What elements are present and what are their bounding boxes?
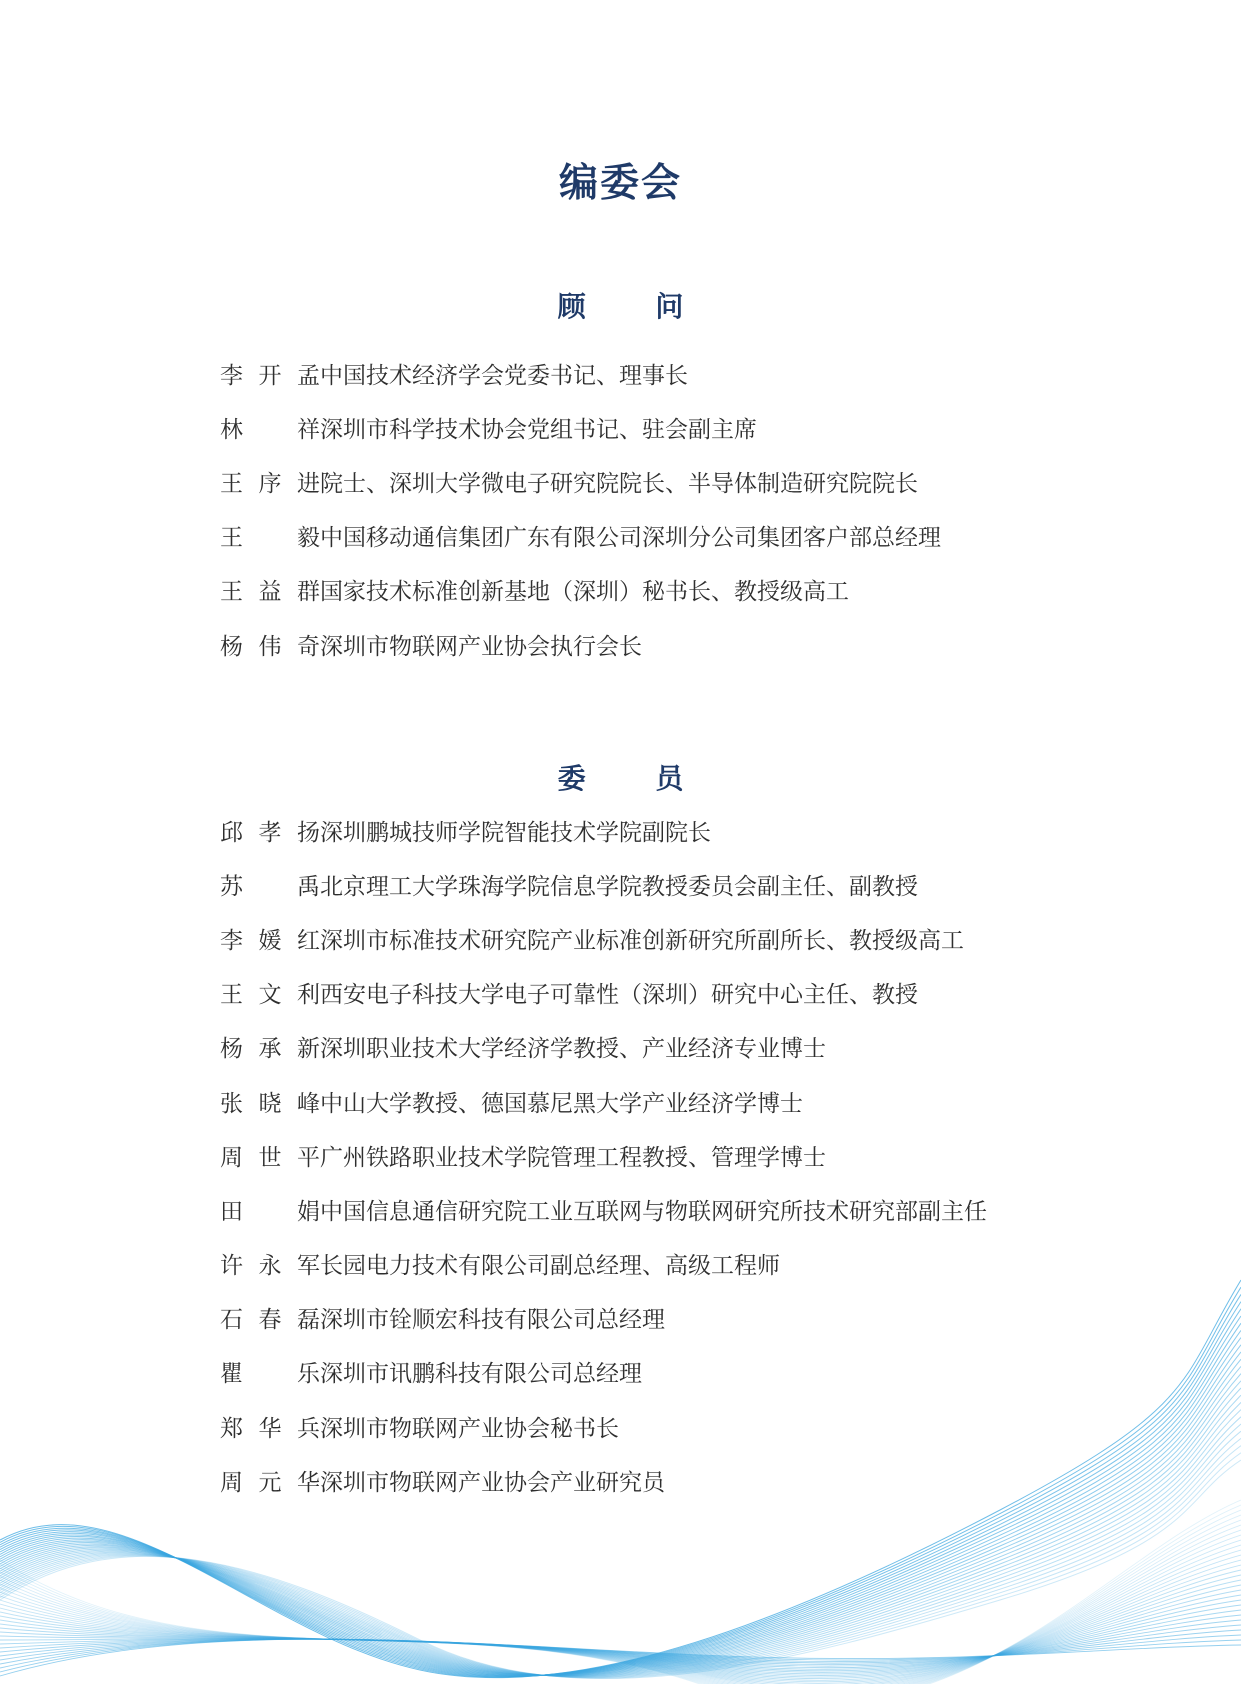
- committee-list: [220, 803, 1120, 1507]
- member-name: 李开孟: [220, 362, 320, 389]
- wave-line: [0, 1565, 1241, 1683]
- wave-line: [0, 1615, 1241, 1668]
- wave-line: [0, 1605, 1241, 1671]
- member-row: [220, 1291, 1120, 1345]
- member-title: 北京理工大学珠海学院信息学院教授委员会副主任、副教授: [320, 873, 918, 900]
- member-row: [220, 1237, 1120, 1291]
- member-row: [220, 400, 1120, 454]
- wave-line: [0, 1535, 1241, 1684]
- member-title: 深圳市标准技术研究院产业标准创新研究所副所长、教授级高工: [320, 927, 964, 954]
- member-name: 石春磊: [220, 1307, 320, 1334]
- member-row: [220, 803, 1120, 857]
- advisors-list: [220, 346, 1120, 671]
- member-title: 中山大学教授、德国慕尼黑大学产业经济学博士: [320, 1090, 803, 1117]
- member-title: 中国移动通信集团广东有限公司深圳分公司集团客户部总经理: [320, 525, 941, 552]
- wave-line: [0, 1520, 1241, 1684]
- wave-line: [0, 1630, 1241, 1664]
- member-row: [220, 617, 1120, 671]
- advisors-heading: 顾 问: [557, 290, 714, 323]
- member-row: [220, 1345, 1120, 1399]
- wave-line: [0, 1595, 1241, 1674]
- member-title: 广州铁路职业技术学院管理工程教授、管理学博士: [320, 1144, 826, 1171]
- member-name: 许永军: [220, 1253, 320, 1280]
- wave-line: [0, 1590, 1241, 1676]
- member-row: [220, 1182, 1120, 1236]
- member-title: 深圳鹏城技师学院智能技术学院副院长: [320, 819, 711, 846]
- wave-line: [0, 1545, 1241, 1684]
- member-row: [220, 1399, 1120, 1453]
- wave-line: [0, 1620, 1241, 1666]
- member-title: 深圳市物联网产业协会产业研究员: [320, 1469, 665, 1496]
- wave-line: [0, 1610, 1241, 1669]
- wave-line: [0, 1505, 1241, 1684]
- wave-line: [0, 1575, 1241, 1680]
- wave-line: [0, 1639, 1241, 1676]
- member-name: 王文利: [220, 982, 320, 1009]
- member-title: 中国信息通信研究院工业互联网与物联网研究所技术研究部副主任: [320, 1198, 987, 1225]
- member-name: 田 娟: [220, 1198, 320, 1225]
- member-title: 深圳市物联网产业协会秘书长: [320, 1415, 619, 1442]
- wave-line: [0, 1510, 1241, 1684]
- member-row: [220, 1074, 1120, 1128]
- wave-line: [0, 1585, 1241, 1677]
- wave-line: [0, 1635, 1241, 1668]
- member-title: 西安电子科技大学电子可靠性（深圳）研究中心主任、教授: [320, 982, 918, 1009]
- wave-line: [0, 1515, 1241, 1684]
- wave-line: [0, 1530, 1241, 1684]
- wave-line: [0, 1639, 1241, 1672]
- wave-line: [0, 1540, 1241, 1684]
- member-name: 李媛红: [220, 927, 320, 954]
- wave-line: [0, 1550, 1241, 1684]
- member-title: 深圳市物联网产业协会执行会长: [320, 633, 642, 660]
- wave-line: [0, 1560, 1241, 1684]
- member-title: 中国技术经济学会党委书记、理事长: [320, 362, 688, 389]
- member-name: 王益群: [220, 579, 320, 606]
- member-name: 王 毅: [220, 525, 320, 552]
- member-name: 邱孝扬: [220, 819, 320, 846]
- member-title: 深圳市铨顺宏科技有限公司总经理: [320, 1307, 665, 1334]
- member-row: [220, 1453, 1120, 1507]
- page-title: 编委会: [558, 161, 682, 206]
- member-title: 院士、深圳大学微电子研究院院长、半导体制造研究院院长: [320, 470, 918, 497]
- member-row: [220, 1020, 1120, 1074]
- member-name: 杨承新: [220, 1036, 320, 1063]
- member-name: 林 祥: [220, 416, 320, 443]
- member-name: 苏 禹: [220, 873, 320, 900]
- wave-line: [0, 1625, 1241, 1665]
- member-title: 深圳市讯鹏科技有限公司总经理: [320, 1361, 642, 1388]
- member-title: 长园电力技术有限公司副总经理、高级工程师: [320, 1253, 780, 1280]
- member-row: [220, 911, 1120, 965]
- member-row: [220, 857, 1120, 911]
- wave-line: [0, 1500, 1241, 1684]
- wave-line: [0, 1570, 1241, 1682]
- member-name: 周世平: [220, 1144, 320, 1171]
- member-name: 周元华: [220, 1469, 320, 1496]
- member-row: [220, 563, 1120, 617]
- wave-line: [0, 1580, 1241, 1679]
- member-name: 杨伟奇: [220, 633, 320, 660]
- wave-line: [0, 1600, 1241, 1672]
- wave-line: [0, 1525, 1241, 1684]
- member-name: 张晓峰: [220, 1090, 320, 1117]
- member-row: [220, 454, 1120, 508]
- member-name: 瞿 乐: [220, 1361, 320, 1388]
- member-row: [220, 1128, 1120, 1182]
- member-row: [220, 346, 1120, 400]
- member-row: [220, 966, 1120, 1020]
- wave-line: [0, 1555, 1241, 1684]
- member-title: 深圳职业技术大学经济学教授、产业经济专业博士: [320, 1036, 826, 1063]
- member-row: [220, 509, 1120, 563]
- member-title: 国家技术标准创新基地（深圳）秘书长、教授级高工: [320, 579, 849, 606]
- committee-heading: 委 员: [557, 762, 714, 795]
- member-name: 王序进: [220, 470, 320, 497]
- member-title: 深圳市科学技术协会党组书记、驻会副主席: [320, 416, 757, 443]
- member-name: 郑华兵: [220, 1415, 320, 1442]
